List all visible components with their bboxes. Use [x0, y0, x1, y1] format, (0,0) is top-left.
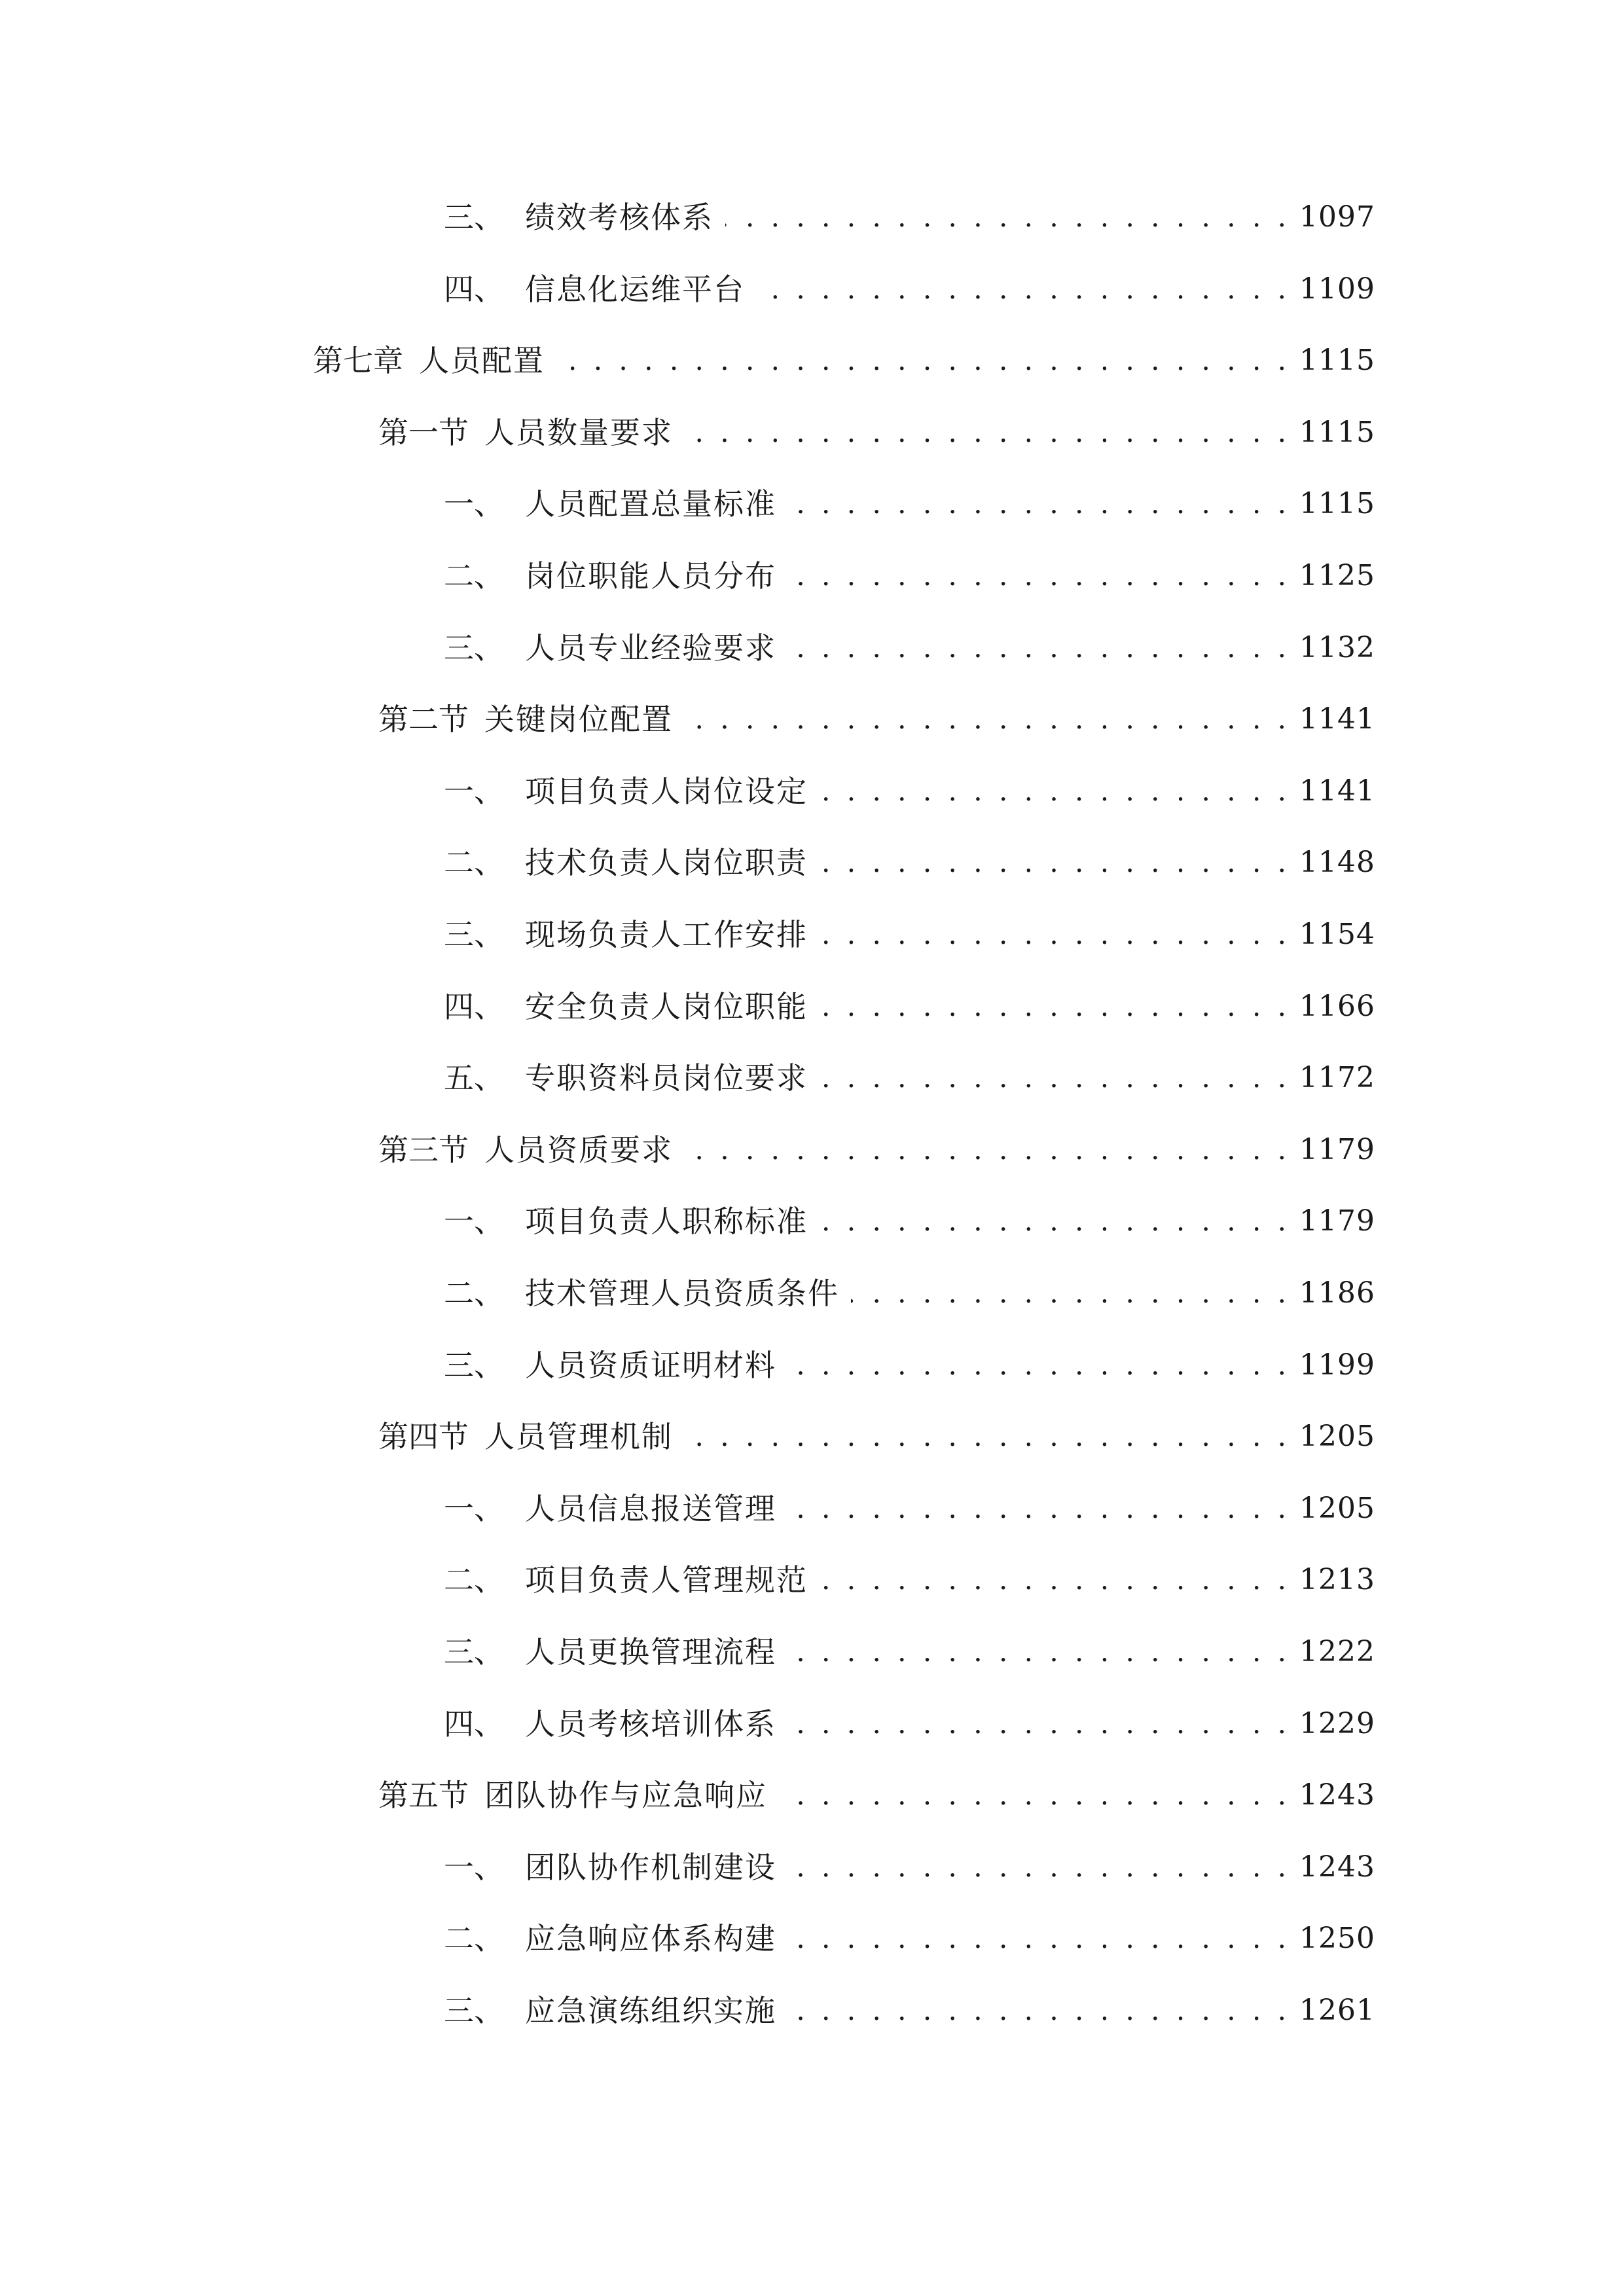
toc-entry-title: 人员更换管理流程	[525, 1634, 776, 1670]
toc-dot-leader	[779, 1768, 1290, 1823]
toc-dot-leader	[851, 1266, 1290, 1321]
toc-entry-number: 二、	[444, 1276, 504, 1311]
toc-dot-leader	[820, 907, 1290, 962]
toc-entry[interactable]	[444, 907, 1375, 962]
toc-entry-title: 项目负责人职称标准	[525, 1204, 808, 1239]
toc-entry-number: 三、	[444, 1634, 504, 1670]
toc-entry[interactable]	[444, 1696, 1375, 1751]
toc-entry-page-number: 1115	[1299, 487, 1375, 520]
toc-entry-title: 绩效考核体系	[525, 200, 713, 235]
toc-entry-number: 四、	[444, 272, 504, 307]
toc-entry-title: 关键岗位配置	[484, 702, 673, 737]
toc-entry-title: 安全负责人岗位职能	[525, 989, 808, 1024]
toc-entry-number: 三、	[444, 917, 504, 952]
toc-entry-number: 第五节	[378, 1778, 469, 1813]
toc-entry[interactable]	[378, 1122, 1375, 1177]
toc-entry[interactable]	[444, 1840, 1375, 1895]
toc-entry-number: 第四节	[378, 1419, 469, 1454]
toc-entry-number: 二、	[444, 558, 504, 594]
toc-entry-page-number: 1243	[1299, 1850, 1375, 1884]
toc-entry-title: 项目负责人岗位设定	[525, 774, 808, 809]
toc-dot-leader	[788, 620, 1290, 675]
toc-entry-page-number: 1141	[1299, 774, 1375, 808]
toc-entry-number: 一、	[444, 774, 504, 809]
toc-entry-page-number: 1132	[1299, 631, 1375, 664]
toc-entry-page-number: 1199	[1299, 1348, 1375, 1382]
toc-dot-leader	[757, 262, 1290, 317]
toc-dot-leader	[556, 333, 1290, 388]
toc-entry-page-number: 1166	[1299, 990, 1375, 1023]
toc-entry-number: 三、	[444, 1348, 504, 1383]
toc-dot-leader	[788, 1840, 1290, 1895]
toc-dot-leader	[788, 1481, 1290, 1536]
toc-dot-leader	[788, 1983, 1290, 2038]
toc-entry-page-number: 1154	[1299, 918, 1375, 951]
toc-entry-number: 三、	[444, 630, 504, 666]
toc-entry-number: 三、	[444, 1993, 504, 2028]
toc-dot-leader	[820, 979, 1290, 1034]
toc-entry-number: 五、	[444, 1060, 504, 1096]
toc-entry-title: 专职资料员岗位要求	[525, 1060, 808, 1096]
toc-entry-title: 技术负责人岗位职责	[525, 845, 808, 880]
toc-entry[interactable]	[378, 1768, 1375, 1823]
toc-entry-page-number: 1222	[1299, 1635, 1375, 1668]
toc-entry[interactable]	[378, 1409, 1375, 1464]
toc-entry-number: 四、	[444, 1706, 504, 1742]
toc-entry-title: 应急响应体系构建	[525, 1921, 776, 1956]
toc-entry-page-number: 1148	[1299, 846, 1375, 879]
toc-entry-page-number: 1205	[1299, 1492, 1375, 1525]
toc-dot-leader	[820, 1050, 1290, 1105]
toc-entry-page-number: 1109	[1299, 272, 1375, 306]
toc-entry-number: 一、	[444, 1850, 504, 1885]
toc-entry-title: 人员数量要求	[484, 415, 673, 450]
toc-entry-title: 项目负责人管理规范	[525, 1562, 808, 1598]
toc-entry[interactable]	[444, 476, 1375, 531]
toc-entry[interactable]	[444, 620, 1375, 675]
toc-dot-leader	[820, 1194, 1290, 1249]
toc-entry-title: 现场负责人工作安排	[525, 917, 808, 952]
toc-dot-leader	[788, 1338, 1290, 1393]
toc-entry-title: 人员专业经验要求	[525, 630, 776, 666]
toc-entry-title: 团队协作与应急响应	[484, 1778, 767, 1813]
toc-entry-page-number: 1097	[1299, 200, 1375, 234]
toc-entry-number: 二、	[444, 845, 504, 880]
toc-entry-number: 第七章	[313, 343, 403, 378]
toc-entry-title: 团队协作机制建设	[525, 1850, 776, 1885]
toc-entry-number: 二、	[444, 1921, 504, 1956]
toc-entry-number: 二、	[444, 1562, 504, 1598]
toc-entry-page-number: 1115	[1299, 344, 1375, 377]
toc-entry-number: 第二节	[378, 702, 469, 737]
toc-entry-page-number: 1229	[1299, 1707, 1375, 1740]
toc-entry[interactable]	[444, 190, 1375, 245]
toc-entry-number: 一、	[444, 486, 504, 522]
toc-dot-leader	[788, 1624, 1290, 1679]
toc-entry-title: 信息化运维平台	[525, 272, 745, 307]
toc-entry-page-number: 1186	[1299, 1276, 1375, 1310]
toc-entry-number: 三、	[444, 200, 504, 235]
toc-entry-number: 四、	[444, 989, 504, 1024]
toc-entry[interactable]	[444, 1266, 1375, 1321]
toc-dot-leader	[685, 1122, 1290, 1177]
toc-entry[interactable]	[444, 1624, 1375, 1679]
toc-dot-leader	[685, 692, 1290, 747]
toc-entry[interactable]	[444, 1983, 1375, 2038]
toc-entry[interactable]	[444, 764, 1375, 819]
toc-entry-page-number: 1179	[1299, 1133, 1375, 1166]
toc-entry-title: 人员资质要求	[484, 1132, 673, 1168]
toc-dot-leader	[725, 190, 1290, 245]
toc-dot-leader	[685, 405, 1290, 460]
toc-entry-title: 应急演练组织实施	[525, 1993, 776, 2028]
toc-entry[interactable]	[444, 1194, 1375, 1249]
toc-entry[interactable]	[444, 835, 1375, 890]
toc-entry-page-number: 1243	[1299, 1778, 1375, 1812]
toc-dot-leader	[788, 548, 1290, 603]
toc-dot-leader	[788, 476, 1290, 531]
toc-entry[interactable]	[444, 1552, 1375, 1607]
toc-entry[interactable]	[444, 548, 1375, 603]
toc-dot-leader	[788, 1696, 1290, 1751]
toc-entry[interactable]	[313, 333, 1375, 388]
toc-entry-number: 一、	[444, 1491, 504, 1526]
toc-entry-title: 人员配置总量标准	[525, 486, 776, 522]
toc-entry-title: 人员考核培训体系	[525, 1706, 776, 1742]
toc-entry-page-number: 1261	[1299, 1994, 1375, 2027]
toc-entry-page-number: 1179	[1299, 1204, 1375, 1238]
toc-entry-title: 人员管理机制	[484, 1419, 673, 1454]
toc-entry[interactable]	[378, 405, 1375, 460]
toc-entry[interactable]	[378, 692, 1375, 747]
toc-entry-title: 人员信息报送管理	[525, 1491, 776, 1526]
toc-entry-page-number: 1205	[1299, 1420, 1375, 1453]
toc-entry-page-number: 1125	[1299, 559, 1375, 592]
toc-entry-number: 第一节	[378, 415, 469, 450]
toc-dot-leader	[820, 764, 1290, 819]
toc-entry-title: 人员配置	[419, 343, 545, 378]
toc-dot-leader	[788, 1911, 1290, 1966]
toc-entry-page-number: 1115	[1299, 416, 1375, 449]
toc-entry[interactable]	[444, 1338, 1375, 1393]
toc-entry[interactable]	[444, 262, 1375, 317]
toc-entry-page-number: 1213	[1299, 1563, 1375, 1596]
toc-entry-page-number: 1172	[1299, 1061, 1375, 1094]
toc-entry[interactable]	[444, 1050, 1375, 1105]
toc-entry[interactable]	[444, 979, 1375, 1034]
toc-entry[interactable]	[444, 1911, 1375, 1966]
toc-entry-number: 第三节	[378, 1132, 469, 1168]
toc-entry-number: 一、	[444, 1204, 504, 1239]
toc-entry-page-number: 1250	[1299, 1922, 1375, 1955]
toc-dot-leader	[820, 1552, 1290, 1607]
toc-entry[interactable]	[444, 1481, 1375, 1536]
toc-entry-title: 技术管理人员资质条件	[525, 1276, 839, 1311]
toc-entry-page-number: 1141	[1299, 702, 1375, 736]
toc-dot-leader	[685, 1409, 1290, 1464]
toc-entry-title: 人员资质证明材料	[525, 1348, 776, 1383]
toc-dot-leader	[820, 835, 1290, 890]
toc-entry-title: 岗位职能人员分布	[525, 558, 776, 594]
